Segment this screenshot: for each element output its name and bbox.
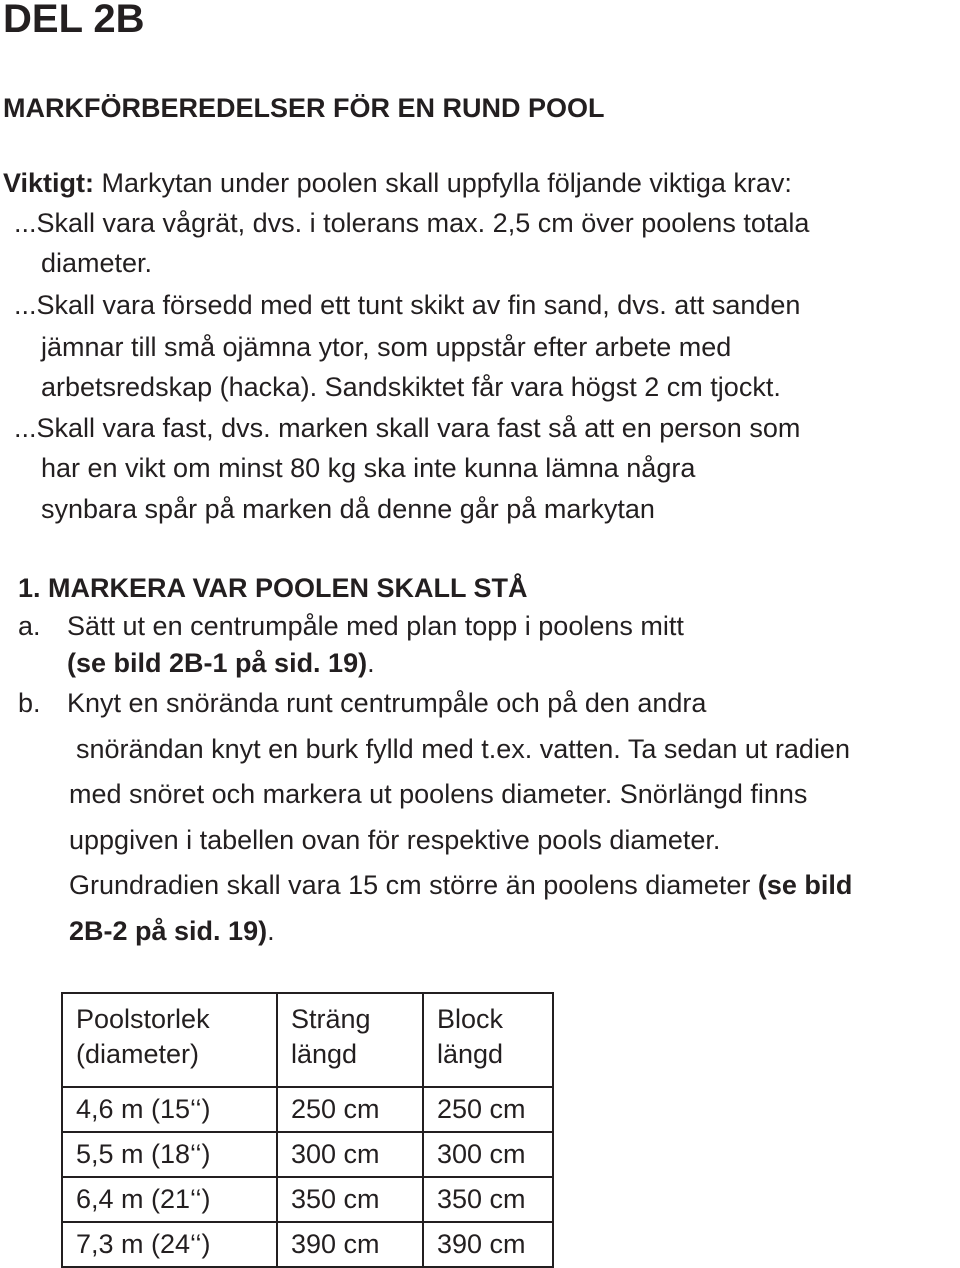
requirement-line: synbara spår på marken då denne går på markytan bbox=[41, 494, 655, 524]
intro-paragraph bbox=[3, 168, 792, 199]
table-row bbox=[62, 1177, 553, 1222]
requirement-line: har en vikt om minst 80 kg ska inte kunna lämna några bbox=[41, 453, 696, 483]
requirement-line: ...Skall vara fast, dvs. marken skall vara fast så att en person som bbox=[14, 413, 801, 443]
step-b-line bbox=[69, 870, 852, 901]
table-cell: 350 cm bbox=[423, 1177, 553, 1222]
table-cell: 250 cm bbox=[423, 1087, 553, 1132]
step-b-ref: 2B-2 på sid. 19) bbox=[69, 916, 268, 946]
step-b-line: med snöret och markera ut poolens diameter. Snörlängd finns bbox=[69, 779, 808, 809]
section-heading: MARKFÖRBEREDELSER FÖR EN RUND POOL bbox=[3, 93, 605, 123]
step-a-ref-tail: . bbox=[367, 648, 375, 678]
step-b-last-text: Grundradien skall vara 15 cm större än poolens diameter bbox=[69, 870, 758, 900]
table-header-cell: Poolstorlek (diameter) bbox=[62, 993, 277, 1087]
requirement-line: arbetsredskap (hacka). Sandskiktet får vara högst 2 cm tjockt. bbox=[41, 372, 781, 402]
requirement-line: ...Skall vara vågrät, dvs. i tolerans max. 2,5 cm över poolens totala bbox=[14, 208, 810, 238]
requirement-line: jämnar till små ojämna ytor, som uppstår efter arbete med bbox=[41, 332, 732, 362]
requirement-line: diameter. bbox=[41, 248, 153, 278]
step-a-ref: (se bild 2B-1 på sid. 19) bbox=[67, 648, 368, 678]
table-cell: 390 cm bbox=[423, 1222, 553, 1267]
table-row bbox=[62, 1222, 553, 1267]
intro-text: Markytan under poolen skall uppfylla följande viktiga krav: bbox=[94, 168, 792, 198]
step-b-ref: (se bild bbox=[757, 870, 853, 900]
step-a-reference bbox=[67, 648, 375, 679]
table-cell: 300 cm bbox=[277, 1132, 423, 1177]
step-b-letter: b. bbox=[18, 688, 41, 718]
table-cell: 390 cm bbox=[277, 1222, 423, 1267]
table-cell: 350 cm bbox=[277, 1177, 423, 1222]
step-b-reference bbox=[69, 916, 275, 947]
table-row bbox=[62, 1087, 553, 1132]
step-b-ref-tail: . bbox=[267, 916, 275, 946]
requirement-line: ...Skall vara försedd med ett tunt skikt av fin sand, dvs. att sanden bbox=[14, 290, 801, 320]
step-a-text: Sätt ut en centrumpåle med plan topp i poolens mitt bbox=[67, 611, 684, 641]
step-b-line: Knyt en snörända runt centrumpåle och på den andra bbox=[67, 688, 707, 718]
step-a-letter: a. bbox=[18, 611, 41, 641]
table-cell: 300 cm bbox=[423, 1132, 553, 1177]
table-cell: 7,3 m (24‘‘) bbox=[62, 1222, 277, 1267]
table-cell: 250 cm bbox=[277, 1087, 423, 1132]
step-b-line: uppgiven i tabellen ovan för respektive pools diameter. bbox=[69, 825, 721, 855]
intro-label: Viktigt: bbox=[3, 168, 95, 198]
table-header-cell: Sträng längd bbox=[277, 993, 423, 1087]
step-b-line: snörändan knyt en burk fylld med t.ex. vatten. Ta sedan ut radien bbox=[76, 734, 850, 764]
table-header-cell: Block längd bbox=[423, 993, 553, 1087]
table-cell: 6,4 m (21‘‘) bbox=[62, 1177, 277, 1222]
table-row bbox=[62, 1132, 553, 1177]
page-title: DEL 2B bbox=[3, 0, 145, 41]
table-cell: 4,6 m (15‘‘) bbox=[62, 1087, 277, 1132]
table-cell: 5,5 m (18‘‘) bbox=[62, 1132, 277, 1177]
table-header-row bbox=[62, 993, 553, 1087]
step-heading: 1. MARKERA VAR POOLEN SKALL STÅ bbox=[18, 573, 528, 603]
pool-size-table bbox=[61, 992, 554, 1268]
